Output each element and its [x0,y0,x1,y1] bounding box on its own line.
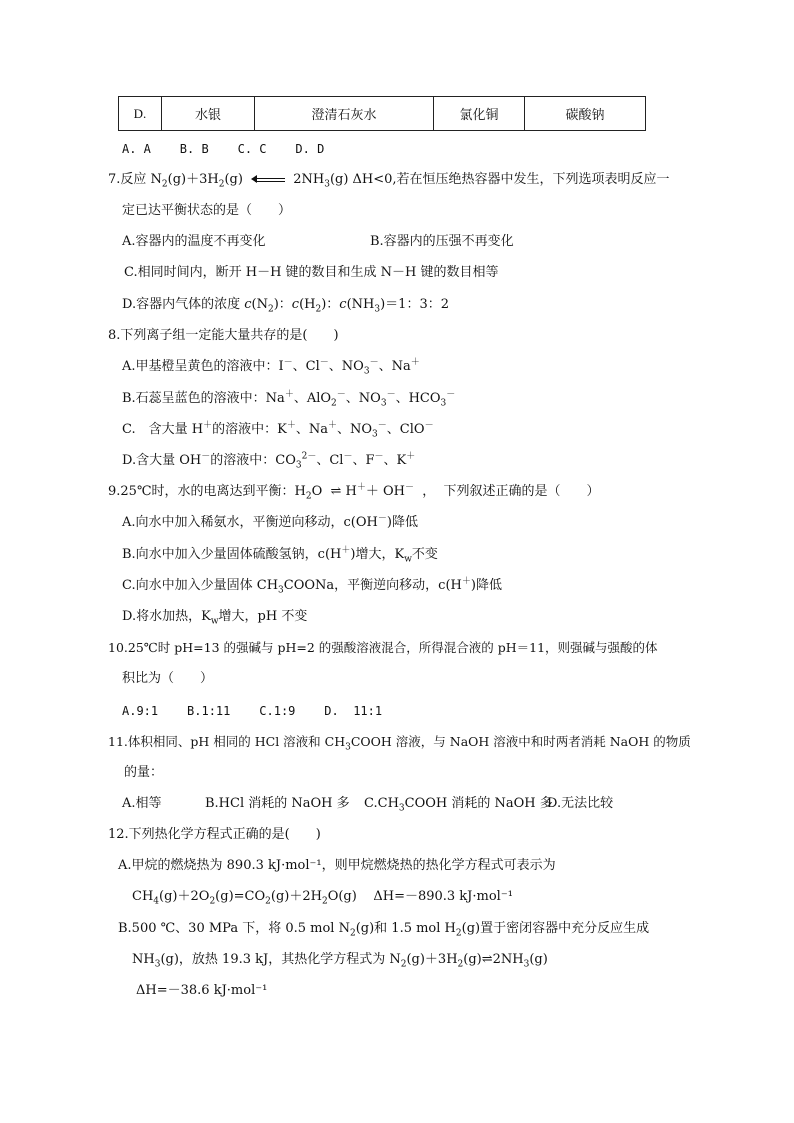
q8-stem: 8.下列离子组一定能大量共存的是( ) [108,328,339,343]
q11-stem: 11.体积相同、pH 相同的 HCl 溶液和 $CH_3COOH$ 溶液，与 NaOH 溶液中和时两者消耗 NaOH 的物质 [108,734,691,753]
q9-option-a: A.向水中加入稀氨水，平衡逆向移动，c(OH－)降低 [122,513,418,530]
q12-option-a-line1: A.甲烷的燃烧热为 890.3 kJ·mol⁻¹，则甲烷燃烧热的热化学方程式可表示为 [118,858,556,873]
q9-stem: 9.25℃时，水的电离达到平衡：$H_2O$ ⇌ H＋＋ OH－ ， 下列叙述正确的是（ ） [108,482,600,502]
q9-option-c: C.向水中加入少量固体 $CH_3COONa$，平衡逆向移动，c(H＋)降低 [122,576,502,596]
table-row [119,97,646,131]
q9-option-d: D.将水加热，$K_w$增大，pH 不变 [122,609,308,627]
q11-option-c: $C.CH_3COOH$ 消耗的 NaOH 多 [364,796,553,814]
q11-option-d: D.无法比较 [547,796,614,811]
q7-option-d: D.容器内气体的浓度 $c(N_2)$：$c(H_2)$：$c(NH_3)=1$：3：2 [122,297,449,315]
table-cell: 氯化铜 [434,97,525,131]
q11-option-b: B.HCl 消耗的 NaOH 多 [205,796,350,811]
table-cell: 澄清石灰水 [255,97,434,131]
q12-option-b-line1: B.500 ℃、30 MPa 下，将 0.5 mol $N_2(g)$和 1.5 mol $H_2(g)$置于密闭容器中充分反应生成 [118,921,650,939]
table-cell-label: D. [119,97,162,131]
q12-stem: 12.下列热化学方程式正确的是( ) [108,827,321,842]
q8-option-c: C. 含大量 H＋的溶液中：K＋、Na＋、$NO_3^-$、ClO－ [122,420,434,440]
q12-option-b-line2: $NH_3(g)$，放热 19.3 kJ，其热化学方程式为 $N_2(g)+3H_2(g)\rightleftharpoons 2NH_3(g)$ [132,952,548,970]
q7-stem-line2: 定已达平衡状态的是（ ） [122,203,292,218]
q12-option-b-delta-h: ΔH=－38.6 kJ·mol⁻¹ [136,983,268,998]
answer-table [118,96,646,131]
q11-option-a: A.相等 [122,796,162,811]
q7-option-c: C.相同时间内，断开 H－H 键的数目和生成 N－H 键的数目相等 [124,265,499,280]
q10-stem-line2: 积比为（ ） [122,671,214,686]
table-cell: 碳酸钠 [525,97,646,131]
q8-option-b: B.石蕊呈蓝色的溶液中：Na＋、AlO$_2$－、$NO_3^-$、$HCO_3^-$ [122,389,456,409]
q7-stem: 7.反应 $N_2(g)+3H_2(g)$ $2NH_3(g)$ ΔH<0,若在恒压绝热容器中发生，下列选项表明反应一 [108,172,670,190]
table-cell: 水银 [162,97,255,131]
q10-options: A.9:1 B.1:11 C.1:9 D. 11:1 [122,704,383,718]
q10-stem: 10.25℃时 pH=13 的强碱与 pH=2 的强酸溶液混合，所得混合液的 pH＝11，则强碱与强酸的体 [108,640,658,655]
q8-option-a: A.甲基橙呈黄色的溶液中：I－、Cl－、$NO_3^-$、Na＋ [122,357,420,377]
equilibrium-arrow-icon [251,175,285,185]
q7-option-b: B.容器内的压强不再变化 [370,234,514,249]
q7-option-a: A.容器内的温度不再变化 [122,234,266,249]
q12-option-a-equation: $CH_4(g)+2O_2(g)=CO_2(g)+2H_2O(g)$ ΔH=－890.3 kJ·mol⁻¹ [132,889,513,907]
q6-options: A. A B. B C. C D. D [122,142,325,156]
q8-option-d: D.含大量 OH－的溶液中：$CO_3^{2-}$、Cl－、F－、K＋ [122,451,416,471]
q11-stem-line2: 的量： [124,765,164,780]
q9-option-b: B.向水中加入少量固体硫酸氢钠，c(H＋)增大，$K_w$不变 [122,545,438,565]
